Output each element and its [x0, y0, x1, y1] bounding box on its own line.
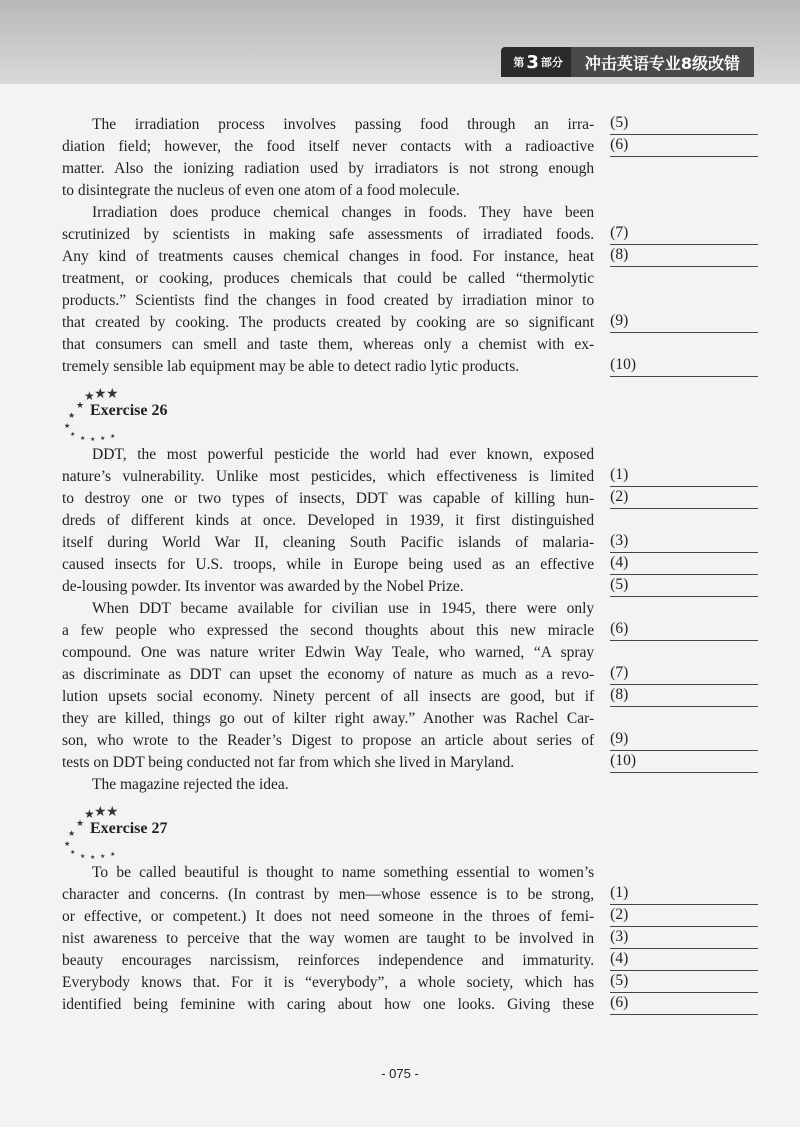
line-text: Irradiation does produce chemical changes in foods. They have been [92, 204, 595, 221]
answer-blank[interactable] [610, 906, 758, 927]
text-line [62, 356, 758, 378]
line-text: itself during World War II, cleaning South Pacific islands of malaria- [62, 534, 595, 551]
svg-text:★: ★ [80, 436, 86, 442]
line-text: dreds of different kinds at once. Developed in 1939, it first distinguished [62, 512, 595, 529]
text-line [62, 180, 758, 202]
blank-number: (9) [610, 312, 629, 329]
line-text: de-lousing powder. Its inventor was awarded by the Nobel Prize. [62, 578, 464, 595]
line-text: Everybody knows that. For it is “everybody”, a whole society, which has [62, 974, 595, 991]
blank-number: (7) [610, 224, 629, 241]
answer-blank[interactable] [610, 356, 758, 377]
line-text: nist awareness to perceive that the way women are taught to be involved in [62, 930, 595, 947]
blank-number: (9) [610, 730, 629, 747]
blank-number: (3) [610, 928, 629, 945]
passage-section-1 [62, 114, 758, 378]
answer-blank-empty [610, 334, 758, 354]
blank-number: (4) [610, 554, 629, 571]
blank-number: (8) [610, 246, 629, 263]
svg-text:★: ★ [70, 850, 76, 856]
answer-blank-empty [610, 642, 758, 662]
blank-number: (6) [610, 136, 629, 153]
blank-number: (5) [610, 114, 629, 131]
text-line [62, 752, 758, 774]
text-line [62, 510, 758, 532]
answer-blank[interactable] [610, 928, 758, 949]
svg-text:★: ★ [110, 434, 116, 440]
answer-blank-empty [610, 290, 758, 310]
line-text: treatment, or cooking, produces chemicals that could be called “thermolytic [62, 270, 595, 287]
text-line [62, 334, 758, 356]
passage-exercise-27 [62, 862, 758, 1016]
text-line [62, 950, 758, 972]
line-text: character and concerns. (In contrast by men—whose essence is to be strong, [62, 886, 595, 903]
line-text: Any kind of treatments causes chemical changes in food. For instance, heat [62, 248, 595, 265]
svg-text:★: ★ [110, 852, 116, 858]
answer-blank[interactable] [610, 224, 758, 245]
text-line [62, 708, 758, 730]
answer-blank[interactable] [610, 488, 758, 509]
line-text: son, who wrote to the Reader’s Digest to propose an article about series of [62, 732, 595, 749]
line-text: to destroy one or two types of insects, DDT was capable of killing hun- [62, 490, 595, 507]
text-line [62, 202, 758, 224]
answer-blank-empty [610, 708, 758, 728]
answer-blank[interactable] [610, 466, 758, 487]
line-text: a few people who expressed the second thoughts about this new miracle [62, 622, 595, 639]
text-line [62, 906, 758, 928]
answer-blank[interactable] [610, 136, 758, 157]
line-text: they are killed, things go out of kilter right away.” Another was Rachel Car- [62, 710, 595, 727]
svg-text:★: ★ [100, 436, 106, 442]
text-line [62, 620, 758, 642]
exercise-27-label: Exercise 27 [90, 820, 168, 837]
blank-number: (7) [610, 664, 629, 681]
line-text: tests on DDT being conducted not far from which she lived in Maryland. [62, 754, 515, 771]
blank-number: (6) [610, 620, 629, 637]
exercise-26-label: Exercise 26 [90, 402, 168, 419]
answer-blank-empty [610, 862, 758, 882]
answer-blank[interactable] [610, 884, 758, 905]
blank-number: (5) [610, 972, 629, 989]
answer-blank[interactable] [610, 950, 758, 971]
text-line [62, 268, 758, 290]
svg-text:★: ★ [84, 389, 95, 403]
line-text: that consumers can smell and taste them, whereas only a chemist with ex- [62, 336, 595, 353]
blank-number: (8) [610, 686, 629, 703]
text-line [62, 972, 758, 994]
answer-blank[interactable] [610, 664, 758, 685]
answer-blank[interactable] [610, 972, 758, 993]
svg-text:★: ★ [76, 400, 85, 410]
answer-blank[interactable] [610, 114, 758, 135]
line-text: caused insects for U.S. troops, while in Europe being used as an effective [62, 556, 595, 573]
line-text: To be called beautiful is thought to name something essential to women’s [92, 864, 595, 881]
blank-number: (2) [610, 906, 629, 923]
line-text: that created by cooking. The products created by cooking are so significant [62, 314, 595, 331]
text-line [62, 466, 758, 488]
passage-exercise-26 [62, 444, 758, 796]
svg-text:★: ★ [84, 807, 95, 821]
section-badge [501, 47, 754, 77]
blank-number: (1) [610, 884, 629, 901]
answer-blank[interactable] [610, 554, 758, 575]
svg-text:★: ★ [106, 805, 119, 820]
blank-number: (6) [610, 994, 629, 1011]
answer-blank-empty [610, 268, 758, 288]
answer-blank-empty [610, 202, 758, 222]
line-text: beauty encourages narcissism, reinforces independence and immaturity. [62, 952, 595, 969]
blank-number: (3) [610, 532, 629, 549]
part-tag: 第 3 部分 [501, 47, 571, 77]
svg-text:★: ★ [106, 387, 119, 402]
svg-text:★: ★ [68, 411, 76, 420]
page-content [62, 114, 758, 1016]
text-line [62, 730, 758, 752]
text-line [62, 598, 758, 620]
answer-blank[interactable] [610, 752, 758, 773]
svg-text:★: ★ [64, 422, 71, 430]
line-text: identified being feminine with caring about how one looks. Giving these [62, 996, 595, 1013]
line-text: nature’s vulnerability. Unlike most pesticides, which effectiveness is limited [62, 468, 595, 485]
text-line [62, 928, 758, 950]
answer-blank[interactable] [610, 312, 758, 333]
answer-blank-empty [610, 180, 758, 200]
svg-text:★: ★ [90, 855, 96, 860]
blank-number: (5) [610, 576, 629, 593]
text-line [62, 312, 758, 334]
line-text: products.” Scientists find the changes in food created by irradiation minor to [62, 292, 595, 309]
text-line [62, 444, 758, 466]
answer-blank[interactable] [610, 686, 758, 707]
blank-number: (1) [610, 466, 629, 483]
text-line [62, 862, 758, 884]
answer-blank-empty [610, 774, 758, 794]
text-line [62, 994, 758, 1016]
text-line [62, 884, 758, 906]
svg-text:★: ★ [90, 437, 96, 442]
answer-blank[interactable] [610, 730, 758, 751]
answer-blank-empty [610, 598, 758, 618]
line-text: tremely sensible lab equipment may be able to detect radio lytic products. [62, 358, 520, 375]
svg-text:★: ★ [94, 387, 107, 402]
answer-blank-empty [610, 444, 758, 464]
text-line [62, 158, 758, 180]
answer-blank[interactable] [610, 246, 758, 267]
line-text: When DDT became available for civilian use in 1945, there were only [92, 600, 595, 617]
blank-number: (10) [610, 356, 636, 373]
svg-text:★: ★ [64, 840, 71, 848]
answer-blank[interactable] [610, 994, 758, 1015]
text-line [62, 774, 758, 796]
book-title: 冲击英语专业8级改错 [571, 47, 754, 77]
line-text: lution upsets social economy. Ninety percent of all insects are good, but if [62, 688, 595, 705]
text-line [62, 664, 758, 686]
text-line [62, 136, 758, 158]
line-text: scrutinized by scientists in making safe assessments of irradiated foods. [62, 226, 595, 243]
line-text: compound. One was nature writer Edwin Way Teale, who warned, “A spray [62, 644, 595, 661]
blank-number: (10) [610, 752, 636, 769]
page-number: - 075 - [381, 1066, 419, 1081]
line-text: or effective, or competent.) It does not need someone in the throes of femi- [62, 908, 595, 925]
exercise-26-heading [62, 382, 758, 444]
answer-blank[interactable] [610, 532, 758, 553]
answer-blank[interactable] [610, 576, 758, 597]
answer-blank-empty [610, 158, 758, 178]
svg-text:★: ★ [80, 854, 86, 860]
text-line [62, 488, 758, 510]
text-line [62, 554, 758, 576]
text-line [62, 290, 758, 312]
blank-number: (2) [610, 488, 629, 505]
exercise-27-heading [62, 800, 758, 862]
text-line [62, 246, 758, 268]
text-line [62, 532, 758, 554]
line-text: diation field; however, the food itself never contacts with a radioactive [62, 138, 595, 155]
svg-text:★: ★ [70, 432, 76, 438]
text-line [62, 224, 758, 246]
svg-text:★: ★ [76, 818, 85, 828]
line-text: DDT, the most powerful pesticide the world had ever known, exposed [92, 446, 595, 463]
answer-blank[interactable] [610, 620, 758, 641]
line-text: matter. Also the ionizing radiation used by irradiators is not strong enough [62, 160, 595, 177]
blank-number: (4) [610, 950, 629, 967]
answer-blank-empty [610, 510, 758, 530]
line-text: The irradiation process involves passing food through an irra- [92, 116, 595, 133]
text-line [62, 114, 758, 136]
svg-text:★: ★ [68, 829, 76, 838]
text-line [62, 686, 758, 708]
svg-text:★: ★ [94, 805, 107, 820]
header-band [0, 0, 800, 84]
line-text: The magazine rejected the idea. [92, 776, 289, 793]
svg-text:★: ★ [100, 854, 106, 860]
text-line [62, 576, 758, 598]
line-text: as discriminate as DDT can upset the economy of nature as much as a revo- [62, 666, 595, 683]
line-text: to disintegrate the nucleus of even one atom of a food molecule. [62, 182, 460, 199]
text-line [62, 642, 758, 664]
